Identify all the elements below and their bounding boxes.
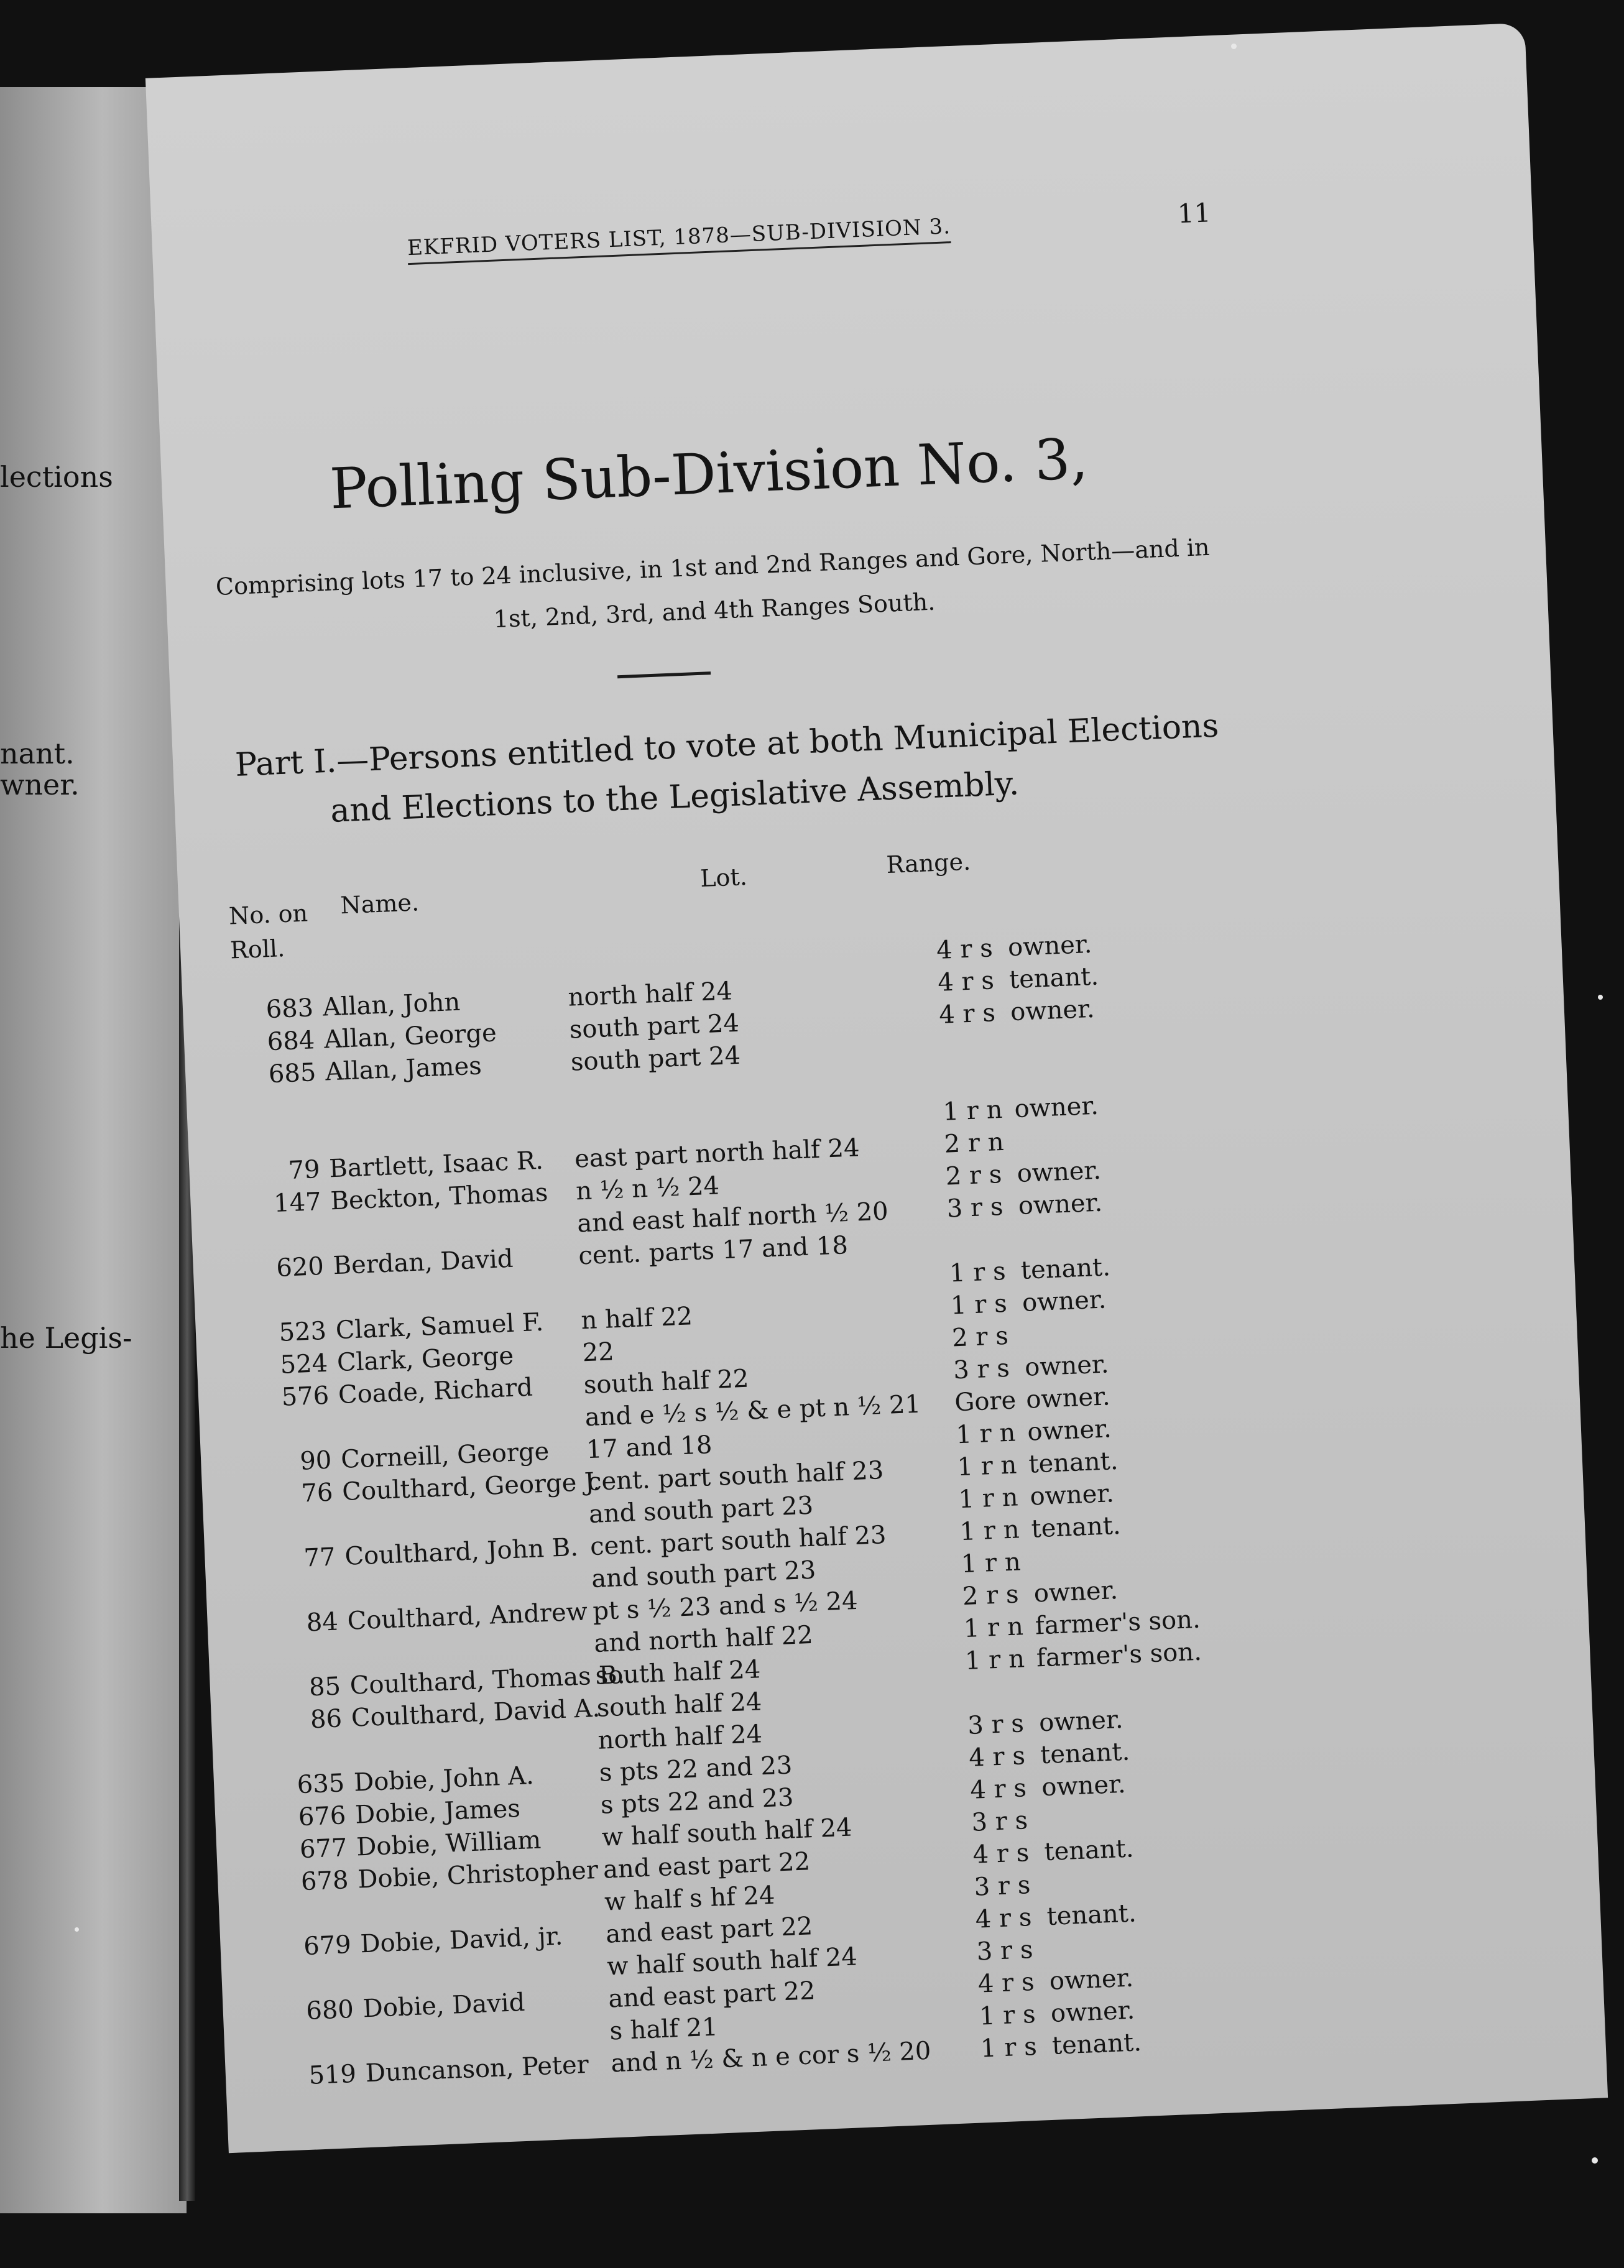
range-value: 1 r n — [957, 1483, 1019, 1514]
status-value: tenant. — [1028, 1446, 1119, 1479]
status-value: farmer's son. — [1035, 1605, 1201, 1641]
lot-description: 22 — [581, 1337, 615, 1368]
range-value: 1 r n — [942, 1095, 1003, 1127]
lot-description: and east part 22 — [607, 1976, 816, 2014]
lot-description: and east part 22 — [605, 1912, 813, 1949]
lot-description: w half south half 24 — [601, 1813, 853, 1852]
status-value: owner. — [1041, 1769, 1127, 1802]
lot-description: south part 24 — [568, 1008, 740, 1044]
status-value: owner. — [1029, 1479, 1115, 1511]
status-value: owner. — [1022, 1285, 1107, 1317]
voter-name: Corneill, George — [340, 1437, 550, 1475]
roll-number: 620 — [275, 1252, 325, 1283]
range-value: 3 r s — [967, 1709, 1025, 1740]
voter-name: Allan, George — [323, 1018, 497, 1054]
range-value: 3 r s — [976, 1935, 1034, 1966]
lot-description: north half 24 — [567, 977, 733, 1012]
range-value: 1 r n — [956, 1450, 1018, 1482]
roll-number: 684 — [266, 1026, 316, 1057]
lot-description: w half s hf 24 — [604, 1881, 776, 1917]
range-value: 4 r s — [974, 1903, 1033, 1934]
voter-name: Clark, George — [336, 1341, 514, 1378]
lot-description: n half 22 — [580, 1302, 693, 1335]
voter-name: Allan, James — [325, 1051, 482, 1087]
range-value: 1 r n — [960, 1547, 1022, 1579]
voter-name: Coulthard, George J. — [341, 1467, 601, 1507]
voter-name: Dobie, Christopher — [357, 1856, 599, 1894]
status-value: tenant. — [1046, 1899, 1137, 1932]
status-value: owner. — [1027, 1414, 1112, 1447]
range-value: 4 r s — [937, 966, 995, 997]
range-value: 2 r s — [944, 1160, 1003, 1191]
voter-name: Dobie, David — [362, 1988, 526, 2024]
roll-number: 86 — [310, 1704, 343, 1735]
voter-name: Dobie, James — [354, 1794, 521, 1830]
roll-number: 519 — [308, 2059, 357, 2090]
voter-name: Coulthard, John B. — [344, 1533, 579, 1571]
status-value: owner. — [1024, 1350, 1110, 1382]
lot-description: s half 21 — [609, 2012, 719, 2046]
lot-description: s pts 22 and 23 — [598, 1751, 793, 1787]
range-value: 3 r s — [946, 1192, 1004, 1224]
voter-name: Duncanson, Peter — [365, 2050, 589, 2088]
voter-name: Coulthard, David A. — [351, 1694, 601, 1733]
lot-description: cent. parts 17 and 18 — [578, 1231, 849, 1271]
range-value: 2 r s — [962, 1580, 1020, 1611]
dust-speck — [1592, 2157, 1598, 2164]
lot-description: and e ½ s ½ & e pt n ½ 21 — [584, 1390, 921, 1432]
range-value: 1 r s — [979, 1999, 1036, 2031]
lot-description: south half 24 — [596, 1687, 763, 1723]
lot-description: and south part 23 — [588, 1491, 814, 1529]
range-value: Gore — [954, 1386, 1017, 1418]
status-value: owner. — [1038, 1705, 1124, 1738]
status-value: tenant. — [1008, 962, 1099, 995]
range-value: 2 r s — [951, 1321, 1009, 1353]
dust-speck — [1231, 44, 1237, 49]
roll-number: 676 — [298, 1801, 347, 1832]
range-value: 1 r n — [963, 1612, 1024, 1644]
voter-name: Coulthard, Thomas B. — [349, 1661, 626, 1700]
column-header-range: Range. — [885, 847, 971, 879]
roll-number: 147 — [273, 1187, 322, 1219]
range-value: 1 r n — [959, 1515, 1020, 1547]
lot-description: 17 and 18 — [586, 1431, 713, 1465]
lot-description: south half 22 — [583, 1364, 750, 1400]
voter-name: Allan, John — [322, 987, 461, 1022]
status-value: owner. — [1013, 1091, 1099, 1124]
voters-list-page — [145, 23, 1608, 2153]
lot-description: s pts 22 and 23 — [600, 1783, 795, 1820]
roll-number: 77 — [303, 1542, 336, 1573]
roll-number: 576 — [280, 1381, 330, 1412]
left-fragment-2: nant. — [0, 737, 75, 770]
range-value: 3 r s — [953, 1353, 1010, 1385]
status-value: tenant. — [1051, 2028, 1142, 2060]
roll-number: 679 — [303, 1930, 352, 1961]
page-title: Polling Sub-Division No. 3, — [328, 426, 1089, 522]
part-heading-line-1: Part I.—Persons entitled to vote at both Municipal Elections — [234, 707, 1220, 784]
range-value: 4 r s — [972, 1838, 1030, 1869]
roll-number: 524 — [279, 1348, 328, 1380]
roll-number: 79 — [287, 1155, 321, 1186]
lot-description: pt s ½ 23 and s ½ 24 — [592, 1586, 859, 1626]
column-header-lot: Lot. — [699, 863, 748, 893]
range-value: 1 r s — [980, 2032, 1038, 2063]
roll-number: 677 — [299, 1833, 348, 1865]
lot-description: cent. part south half 23 — [587, 1456, 885, 1497]
roll-number: 523 — [278, 1316, 327, 1347]
roll-number: 685 — [268, 1058, 317, 1089]
left-fragment-1: lections — [0, 460, 113, 494]
voter-name: Beckton, Thomas — [330, 1178, 549, 1216]
roll-number: 678 — [300, 1866, 349, 1897]
column-header-no-on: No. on — [228, 899, 308, 930]
roll-number: 90 — [299, 1445, 333, 1476]
running-header: EKFRID VOTERS LIST, 1878—SUB-DIVISION 3. — [407, 214, 951, 265]
status-value: owner. — [1048, 1963, 1134, 1996]
roll-number: 680 — [305, 1994, 354, 2026]
range-value: 4 r s — [969, 1774, 1027, 1805]
left-fragment-4: he Legis- — [0, 1321, 132, 1355]
range-value: 1 r n — [955, 1418, 1017, 1450]
roll-number: 635 — [296, 1769, 346, 1800]
voter-name: Dobie, John A. — [353, 1761, 535, 1797]
voter-name: Clark, Samuel F. — [335, 1307, 545, 1345]
subtitle-line-1: Comprising lots 17 to 24 inclusive, in 1st and 2nd Ranges and Gore, North—and in — [215, 533, 1211, 601]
lot-description: and east half north ½ 20 — [576, 1197, 889, 1238]
column-header-roll: Roll. — [229, 934, 285, 964]
lot-description: and east part 22 — [602, 1847, 811, 1884]
status-value: tenant. — [1020, 1253, 1111, 1285]
range-value: 1 r s — [949, 1256, 1007, 1288]
column-header-name: Name. — [339, 888, 420, 920]
range-value: 4 r s — [977, 1968, 1035, 1999]
divider-rule — [617, 671, 711, 678]
roll-number: 85 — [308, 1672, 341, 1702]
roll-number: 84 — [305, 1607, 339, 1638]
lot-description: and n ½ & n e cor s ½ 20 — [610, 2036, 932, 2078]
range-value: 1 r s — [950, 1289, 1008, 1321]
status-value: owner. — [1017, 1188, 1103, 1220]
lot-description: n ½ n ½ 24 — [575, 1171, 720, 1206]
roll-number: 683 — [265, 993, 315, 1025]
status-value: owner. — [1025, 1382, 1111, 1414]
range-value: 4 r s — [936, 934, 994, 965]
range-value: 3 r s — [973, 1871, 1031, 1902]
lot-description: and north half 22 — [593, 1620, 814, 1658]
voter-name: Coulthard, Andrew — [346, 1597, 588, 1636]
status-value: owner. — [1033, 1576, 1119, 1608]
voter-name: Bartlett, Isaac R. — [328, 1146, 544, 1184]
left-fragment-3: wner. — [0, 768, 80, 801]
lot-description: east part north half 24 — [574, 1133, 860, 1174]
range-value: 3 r s — [971, 1806, 1028, 1837]
status-value: tenant. — [1040, 1737, 1130, 1770]
range-value: 1 r n — [964, 1644, 1025, 1676]
status-value: owner. — [1050, 1996, 1135, 2028]
dust-speck — [1598, 995, 1603, 1000]
range-value: 2 r n — [943, 1127, 1005, 1159]
status-value: tenant. — [1043, 1834, 1135, 1867]
status-value: owner. — [1007, 929, 1093, 962]
status-value: owner. — [1010, 994, 1096, 1027]
subtitle-line-2: 1st, 2nd, 3rd, and 4th Ranges South. — [492, 588, 936, 634]
voter-name: Dobie, William — [356, 1825, 542, 1862]
status-value: tenant. — [1030, 1511, 1122, 1544]
lot-description: cent. part south half 23 — [589, 1520, 887, 1562]
voter-name: Berdan, David — [332, 1244, 514, 1281]
lot-description: north half 24 — [597, 1720, 763, 1755]
page-number: 11 — [1176, 197, 1212, 229]
status-value: owner. — [1016, 1156, 1102, 1189]
voter-name: Coade, Richard — [338, 1373, 533, 1410]
dust-speck — [75, 1927, 79, 1932]
lot-description: w half south half 24 — [606, 1942, 858, 1981]
part-heading-line-2: and Elections to the Legislative Assembly. — [330, 765, 1020, 830]
roll-number: 76 — [300, 1478, 334, 1508]
range-value: 4 r s — [938, 998, 996, 1030]
lot-description: and south part 23 — [591, 1556, 817, 1594]
range-value: 4 r s — [968, 1741, 1026, 1772]
lot-description: south part 24 — [570, 1041, 741, 1077]
voter-name: Dobie, David, jr. — [359, 1922, 564, 1959]
lot-description: south half 24 — [594, 1655, 762, 1690]
status-value: farmer's son. — [1036, 1637, 1202, 1673]
